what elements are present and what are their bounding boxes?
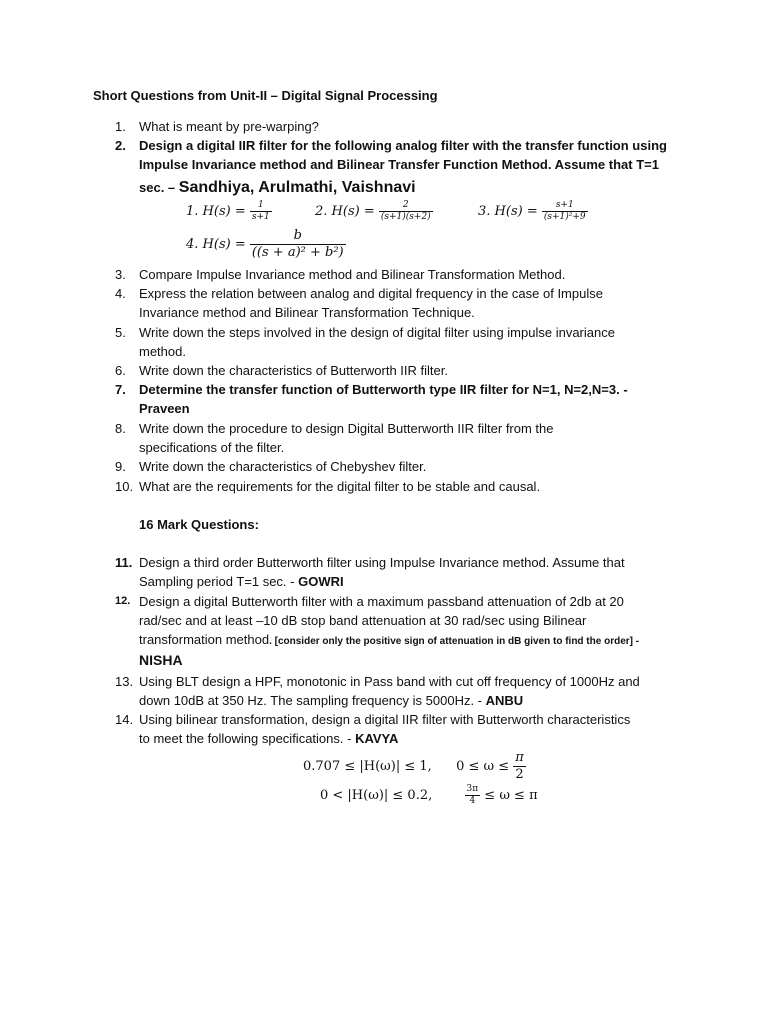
question-text-line: Design a digital IIR filter for the following analog filter with the transfer function using [139, 138, 667, 153]
question-text-line: Design a third order Butterworth filter using Impulse Invariance method. Assume that [139, 555, 625, 570]
question-text-line: Express the relation between analog and digital frequency in the case of Impulse [139, 286, 603, 301]
question-text-line: Sampling period T=1 sec. - [139, 574, 299, 589]
question-text: What is meant by pre-warping? [139, 119, 319, 134]
question-14 [115, 710, 690, 748]
question-13 [115, 672, 690, 710]
question-number: 3. [115, 267, 126, 282]
equation-label: 2. H(s) = [315, 204, 379, 219]
question-text-line: Determine the transfer function of Butterworth type IIR filter for N=1, N=2,N=3. - [139, 382, 628, 397]
fraction-numerator: π [515, 750, 524, 765]
fraction-numerator: 1 [250, 200, 272, 212]
fraction-denominator: ((s + a)² + b²) [251, 245, 344, 260]
question-number: 6. [115, 363, 126, 378]
fraction-numerator: 2 [379, 200, 433, 212]
question-3 [115, 265, 690, 284]
spec-line-1 [303, 750, 526, 783]
question-text-line: rad/sec and at least –10 dB stop band attenuation at 30 rad/sec using Bilinear [139, 613, 587, 628]
question-7 [115, 380, 690, 418]
question-text-line: Using BLT design a HPF, monotonic in Pass band with cut off frequency of 1000Hz and [139, 674, 640, 689]
question-text-line: method. [139, 344, 186, 359]
question-text-line: to meet the following specifications. - [139, 731, 356, 746]
question-8 [115, 419, 690, 457]
page-title: Short Questions from Unit-II – Digital Signal Processing [93, 88, 438, 103]
question-text: Write down the characteristics of Butterworth IIR filter. [139, 363, 448, 378]
question-number: 9. [115, 459, 126, 474]
question-text-line: Impulse Invariance method and Bilinear Transfer Function Method. Assume that T=1 [139, 157, 659, 172]
spec-line-2 [320, 784, 538, 807]
question-number: 10. [115, 479, 134, 494]
question-2-assignees [115, 178, 690, 197]
spec-range: ≤ ω ≤ π [480, 788, 538, 803]
question-number: 13. [115, 674, 134, 689]
assignee-name: KAVYA [355, 731, 399, 746]
equation-label: 1. H(s) = [186, 204, 250, 219]
question-11 [115, 553, 690, 591]
question-number: 1. [115, 119, 126, 134]
equation-2 [315, 200, 433, 223]
spec-range: 0 ≤ ω ≤ [456, 759, 514, 774]
equation-label: 4. H(s) = [186, 237, 250, 252]
fraction-denominator: (s+1)²+9 [543, 212, 586, 222]
sec-prefix: sec. – [139, 180, 179, 195]
equation-1 [186, 200, 272, 223]
fraction-denominator: 4 [469, 796, 476, 806]
fraction-numerator: 3π [466, 784, 479, 794]
question-6 [115, 361, 690, 380]
question-10 [115, 477, 690, 496]
equation-4 [186, 228, 346, 261]
question-number: 5. [115, 325, 126, 340]
question-text-line: down 10dB at 350 Hz. The sampling frequency is 5000Hz. - [139, 693, 486, 708]
fraction-numerator: s+1 [542, 200, 588, 212]
question-note: . [consider only the positive sign of attenuation in dB given to find the order] - [269, 636, 640, 647]
fraction-denominator: 2 [515, 767, 524, 782]
assignee-name: GOWRI [298, 574, 344, 589]
fraction-denominator: s+1 [251, 212, 270, 222]
question-4 [115, 284, 690, 322]
fraction-numerator: b [250, 228, 346, 245]
question-text-line: transformation method [139, 632, 270, 647]
question-text-line: Invariance method and Bilinear Transformation Technique. [139, 305, 475, 320]
question-number: 7. [115, 382, 126, 397]
question-text-line: Design a digital Butterworth filter with a maximum passband attenuation of 2db at 20 [139, 594, 624, 609]
question-number: 8. [115, 421, 126, 436]
spec-magnitude: 0.707 ≤ |H(ω)| ≤ 1, [303, 759, 432, 774]
question-number: 14. [115, 712, 134, 727]
spec-magnitude: 0 < |H(ω)| ≤ 0.2, [320, 788, 433, 803]
question-number: 12. [115, 595, 131, 607]
fraction-denominator: (s+1)(s+2) [380, 212, 431, 222]
question-2 [115, 136, 690, 174]
question-text: Compare Impulse Invariance method and Bilinear Transformation Method. [139, 267, 566, 282]
question-1 [115, 117, 690, 136]
question-text: Write down the characteristics of Chebyshev filter. [139, 459, 427, 474]
question-number: 2. [115, 138, 126, 153]
assignee-names: Sandhiya, Arulmathi, Vaishnavi [178, 179, 416, 196]
question-number: 11. [115, 555, 133, 570]
question-9 [115, 457, 690, 476]
assignee-name: ANBU [485, 693, 524, 708]
question-text-line: specifications of the filter. [139, 440, 285, 455]
question-text-line: Using bilinear transformation, design a digital IIR filter with Butterworth characteristics [139, 712, 631, 727]
question-text-line: Write down the procedure to design Digital Butterworth IIR filter from the [139, 421, 554, 436]
assignee-name: Praveen [139, 401, 190, 416]
question-text: What are the requirements for the digital filter to be stable and causal. [139, 479, 541, 494]
question-text-line: Write down the steps involved in the design of digital filter using impulse invariance [139, 325, 615, 340]
question-5 [115, 323, 690, 361]
equation-3 [478, 200, 588, 223]
question-number: 4. [115, 286, 126, 301]
assignee-name: NISHA [139, 652, 183, 668]
section-heading: 16 Mark Questions: [139, 517, 259, 532]
equation-label: 3. H(s) = [478, 204, 542, 219]
question-12 [115, 592, 690, 670]
